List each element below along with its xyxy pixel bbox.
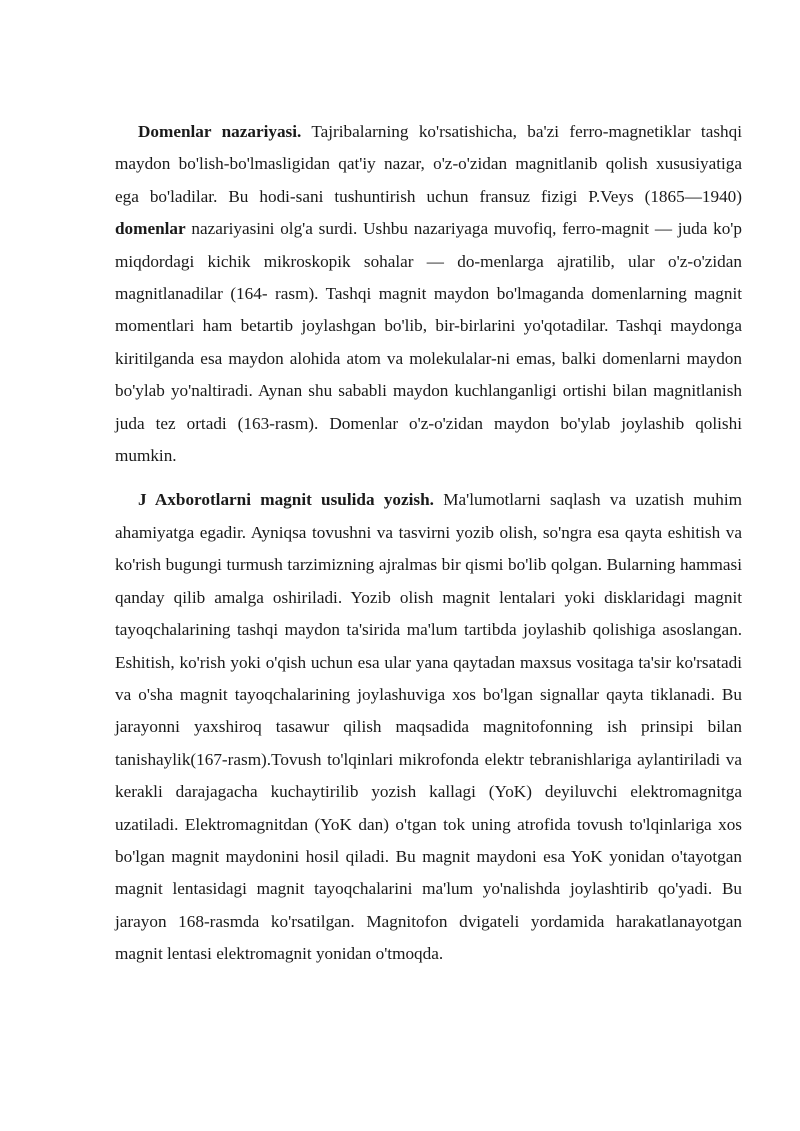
emphasized-term: domenlar xyxy=(115,219,186,239)
paragraph-text: Ma'lumotlarni saqlash va uzatish muhim ahamiyatga egadir. Ayniqsa tovushni va tasvirni yozib olish, so'ngra esa qayta eshitish va ko'rish bugungi turmush tarzimizning ajralmas bir qismi bo'lib qolgan. Bularning hammasi qanday qilib amalga oshiriladi. Yozib olish magnit lentalari yoki disklaridagi magnit tayoqchalarining tashqi maydon ta'sirida ma'lum tartibda joylashib qolishiga asoslangan. Eshitish, ko'rish yoki o'qish uchun esa ular yana qaytadan maxsus vositaga ta'sir ko'rsatadi va o'sha magnit tayoqchalarining joylashuviga xos bo'lgan signallar qayta tiklanadi. Bu jarayonni yaxshiroq tasawur qilish maqsadida magnitofonning ish prinsipi bilan tanishaylik(167-rasm).Tovush to'lqinlari mikrofonda elektr tebranishlariga aylantiriladi va kerakli darajagacha kuchaytirilib yozish kallagi (YoK) deyiluvchi elektromagnitga uzatiladi. Elektromagnitdan (YoK dan) o'tgan tok uning atrofida tovush to'lqinlariga xos bo'lgan magnit maydonini hosil qiladi. Bu magnit maydoni esa YoK yonidan o'tayotgan magnit lentasidagi magnit tayoqchalarini ma'lum yo'nalishda joylashtirib qo'yadi. Bu jarayon 168-rasmda ko'rsatilgan. Magnitofon dvigateli yordamida harakatlanayotgan magnit lentasi elektromagnit yonidan o'tmoqda. xyxy=(115,490,742,964)
paragraph-magnetic-recording xyxy=(115,484,742,970)
paragraph-heading: J Axborotlarni magnit usulida yozish. xyxy=(138,490,434,510)
paragraph-text: Tajribalarning ko'rsatishicha, ba'zi ferro-magnetiklar tashqi maydon bo'lish-bo'lmasligidan qat'iy nazar, o'z-o'zidan magnitlanib qolish xususiyatiga ega bo'ladilar. Bu hodi-sani tushuntirish uchun fransuz fizigi P.Veys (1865—1940) xyxy=(115,122,742,206)
paragraph-domain-theory xyxy=(115,116,742,472)
paragraph-heading: Domenlar nazariyasi. xyxy=(138,122,302,141)
paragraph-text: nazariyasini olg'a surdi. Ushbu nazariyaga muvofiq, ferro-magnit — juda ko'p miqdordagi kichik mikroskopik sohalar — do-menlarga ajratilib, ular o'z-o'zidan magnitlanadilar (164- rasm). Tashqi magnit maydon bo'lmaganda domenlarning magnit momentlari ham betartib joylashgan bo'lib, bir-birlarini yo'qotadilar. Tashqi maydonga kiritilganda esa maydon alohida atom va molekulalar-ni emas, balki domenlarni maydon bo'ylab yo'naltiradi. Aynan shu sababli maydon kuchlanganligi ortishi bilan magnitlanish juda tez ortadi (163-rasm). Domenlar o'z-o'zidan maydon bo'ylab joylashib qolishi mumkin. xyxy=(115,219,742,466)
document-page xyxy=(115,116,742,971)
